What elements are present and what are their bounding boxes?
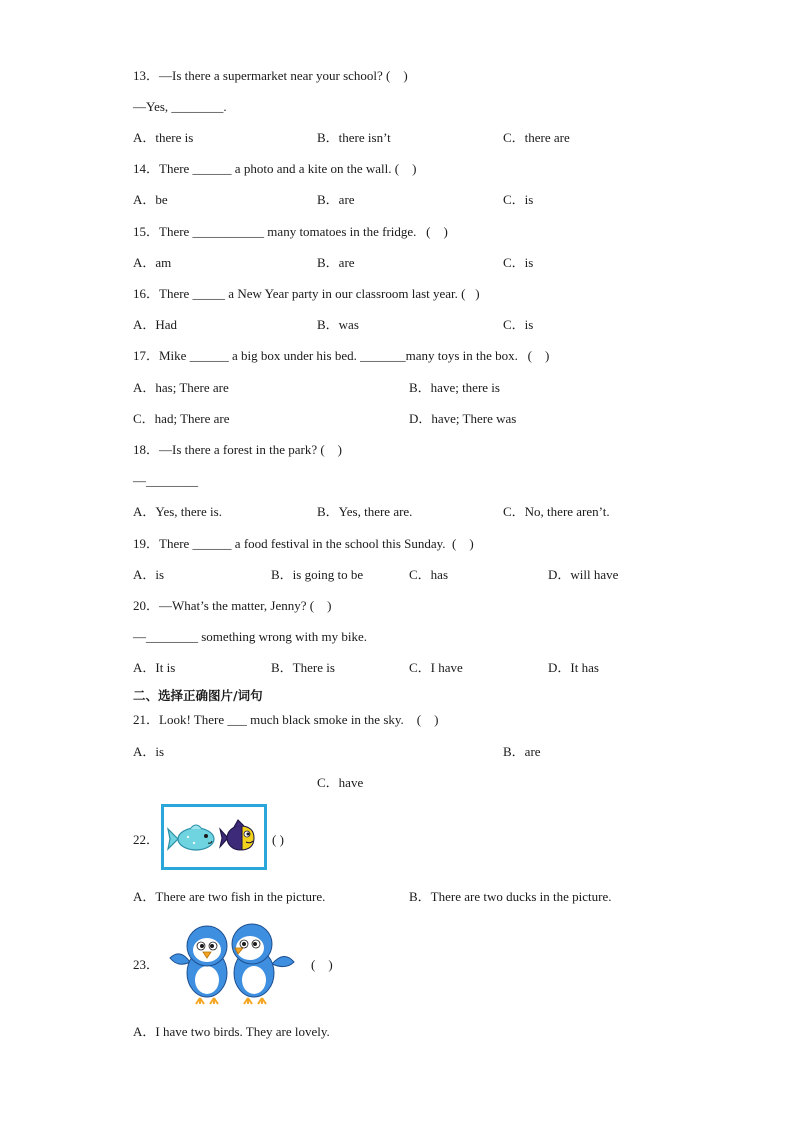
left-bird-icon [170,926,227,1004]
question-19-option-c: C．has [409,567,449,582]
fish-illustration [164,807,264,867]
question-14-option-b: B．are [317,192,355,207]
question-21-option-a: A．is [133,744,165,759]
question-22-answer-paren: ( ) [272,832,284,847]
question-14-stem: 14．There ______ a photo and a kite on the wall. ( ) [133,161,417,176]
question-19-option-a: A．is [133,567,165,582]
question-18-option-c: C．No, there aren’t. [503,504,610,519]
section-2-title: 二、选择正确图片/词句 [133,688,263,703]
question-20-stem: 20．—What’s the matter, Jenny? ( ) [133,598,332,613]
question-21-stem: 21．Look! There ___ much black smoke in the sky. ( ) [133,712,439,727]
question-16-stem: 16．There _____ a New Year party in our classroom last year. ( ) [133,286,480,301]
question-16-option-a: A．Had [133,317,178,332]
question-18-answer-line: —________ [133,473,198,488]
question-20-option-d: D．It has [548,660,599,675]
question-17-option-a: A．has; There are [133,380,229,395]
question-21-option-c: C．have [317,775,364,790]
question-15-option-b: B．are [317,255,355,270]
cyan-fish-icon [168,825,214,850]
question-23-answer-paren: ( ) [311,957,333,972]
question-17-option-c: C．had; There are [133,411,230,426]
question-19-stem: 19．There ______ a food festival in the school this Sunday. ( ) [133,536,474,551]
question-16-option-b: B．was [317,317,359,332]
question-20-option-a: A．It is [133,660,176,675]
question-13-stem: 13．—Is there a supermarket near your school? ( ) [133,68,408,83]
question-15-option-c: C．is [503,255,534,270]
question-18-option-a: A．Yes, there is. [133,504,222,519]
fish-picture-frame [161,804,267,870]
question-13-option-b: B．there isn’t [317,130,391,145]
question-15-stem: 15．There ___________ many tomatoes in the fridge. ( ) [133,224,448,239]
question-14-option-c: C．is [503,192,534,207]
question-17-option-d: D．have; There was [409,411,517,426]
question-13-option-c: C．there are [503,130,570,145]
question-16-option-c: C．is [503,317,534,332]
question-18-option-b: B．Yes, there are. [317,504,413,519]
question-13-option-a: A．there is [133,130,194,145]
question-14-option-a: A．be [133,192,168,207]
question-17-stem: 17．Mike ______ a big box under his bed. _______many toys in the box. ( ) [133,348,550,363]
question-22-option-b: B．There are two ducks in the picture. [409,889,612,904]
question-20-option-b: B．There is [271,660,335,675]
birds-illustration [162,918,302,1008]
question-15-option-a: A．am [133,255,172,270]
right-bird-icon [232,924,294,1004]
question-17-option-b: B．have; there is [409,380,500,395]
question-20-option-c: C．I have [409,660,463,675]
purple-fish-icon [220,820,254,850]
question-23-option-a: A．I have two birds. They are lovely. [133,1024,330,1039]
question-13-answer-line: —Yes, ________. [133,99,227,114]
question-22-number: 22． [133,832,160,847]
question-22-option-a: A．There are two fish in the picture. [133,889,326,904]
question-19-option-d: D．will have [548,567,619,582]
question-18-stem: 18．—Is there a forest in the park? ( ) [133,442,343,457]
question-23-number: 23． [133,957,160,972]
question-20-answer-line: —________ something wrong with my bike. [133,629,367,644]
birds-picture [162,918,302,1008]
question-21-option-b: B．are [503,744,541,759]
question-19-option-b: B．is going to be [271,567,364,582]
